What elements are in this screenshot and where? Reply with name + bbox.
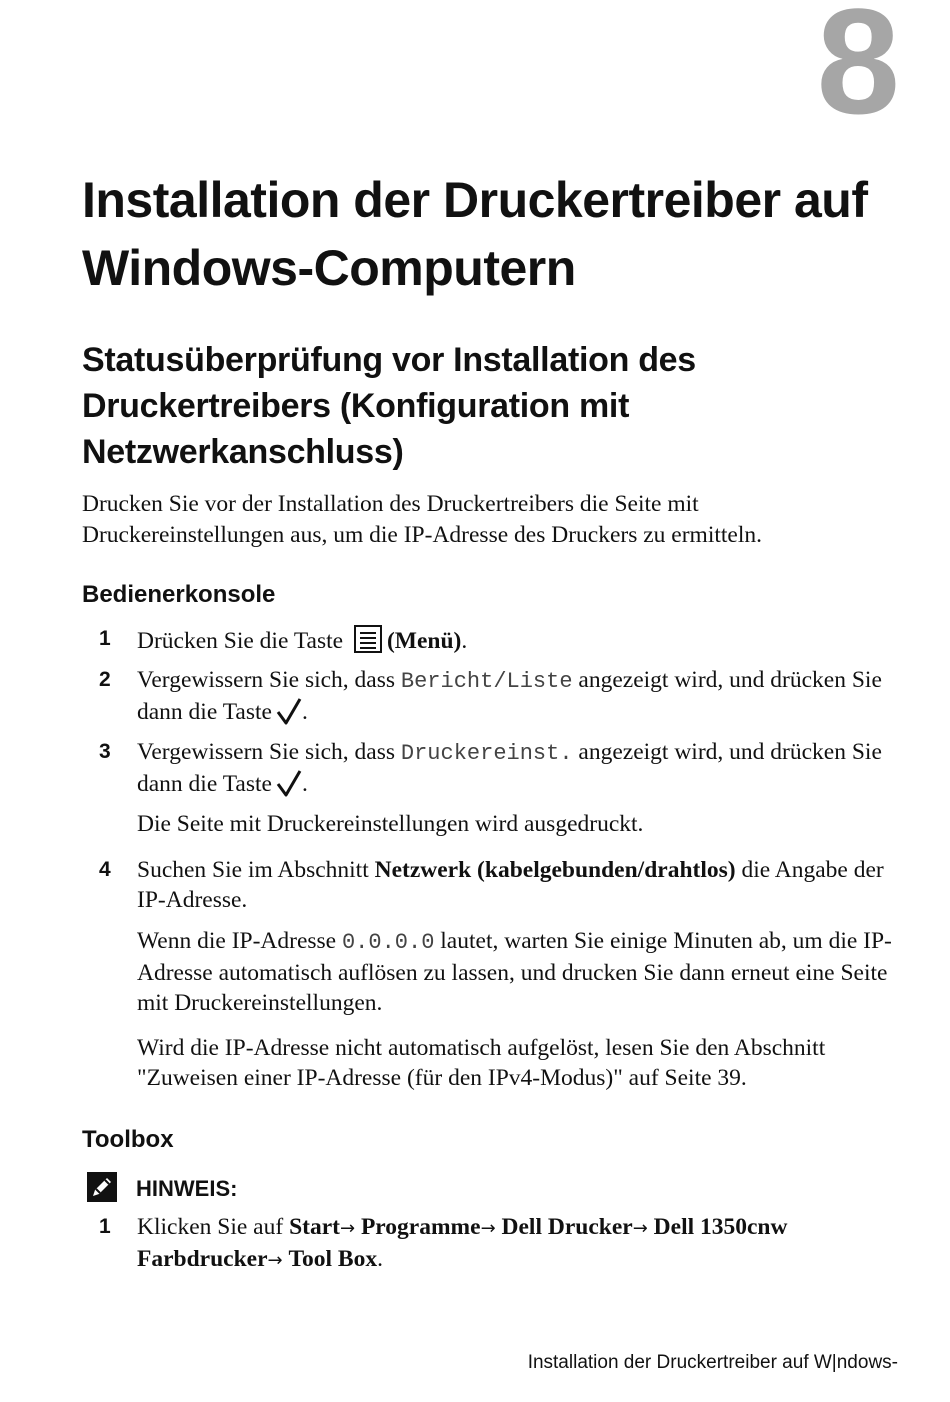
arrow-icon: → xyxy=(267,1250,283,1271)
menu-key-label: (Menü) xyxy=(386,628,462,654)
step-number: 3 xyxy=(99,740,111,763)
checkmark-key-icon xyxy=(276,697,302,733)
menu-path-start: Start xyxy=(289,1214,340,1240)
ip-address-value: 0.0.0.0 xyxy=(341,930,435,955)
note xyxy=(86,1172,237,1206)
network-section-name: Netzwerk (kabelgebunden/drahtlos) xyxy=(374,857,736,883)
step-text: Vergewissern Sie sich, dass Bericht/Liste angezeigt wird, und drücken Sie dann die Taste . xyxy=(137,665,902,733)
display-text: Bericht/Liste xyxy=(400,669,573,694)
step-number: 2 xyxy=(99,668,111,691)
running-footer: Installation der Druckertreiber auf W|ndows- xyxy=(527,1352,898,1373)
menu-path-tool-box: Tool Box xyxy=(288,1246,378,1272)
step-3-result: Die Seite mit Druckereinstellungen wird ausgedruckt. xyxy=(137,811,644,837)
arrow-icon: → xyxy=(339,1218,356,1239)
note-pencil-icon xyxy=(86,1171,118,1208)
menu-key-icon xyxy=(353,624,383,662)
step-text: Suchen Sie im Abschnitt Netzwerk (kabelgebunden/drahtlos) die Angabe der IP-Adresse. xyxy=(137,857,884,913)
note-label: HINWEIS: xyxy=(136,1176,238,1201)
toolbox-heading: Toolbox xyxy=(82,1126,174,1153)
step-number: 1 xyxy=(99,1215,111,1238)
section-intro: Drucken Sie vor der Installation des Druckertreibers die Seite mit Druckereinstellungen aus, um die IP-Adresse des Druckers zu ermitteln. xyxy=(82,491,762,548)
arrow-icon: → xyxy=(480,1218,496,1239)
menu-path-dell-printers: Dell Drucker xyxy=(501,1214,633,1240)
section-title: Statusüberprüfung vor Installation des Druckertreibers (Konfiguration mit Netzwerkanschluss) xyxy=(82,341,696,471)
step-text: Vergewissern Sie sich, dass Druckereinst. angezeigt wird, und drücken Sie dann die Taste . xyxy=(137,737,902,805)
arrow-icon: → xyxy=(632,1218,648,1239)
step-text: Klicken Sie auf Start→ Programme→ Dell Drucker→ Dell 1350cnw Farbdrucker→ Tool Box. xyxy=(137,1214,788,1272)
chapter-title: Installation der Druckertreiber auf Windows-Computern xyxy=(82,172,868,296)
chapter-number: 8 xyxy=(816,0,898,145)
menu-path-printer-model: Dell 1350cnw Farbdrucker xyxy=(137,1214,788,1272)
checkmark-key-icon xyxy=(276,769,302,805)
ip-wait-paragraph: Wenn die IP-Adresse 0.0.0.0 lautet, warten Sie einige Minuten ab, um die IP-Adresse automatisch auflösen zu lassen, und drucken Sie dann erneut eine Seite mit Druckereinstellungen. xyxy=(137,928,892,1016)
display-text: Druckereinst. xyxy=(400,741,573,766)
step-number: 4 xyxy=(99,858,111,881)
menu-path-programs: Programme xyxy=(360,1214,481,1240)
operator-panel-heading: Bedienerkonsole xyxy=(82,581,276,608)
step-text: Drücken Sie die Taste (Menü). xyxy=(137,624,902,662)
ip-fallback-paragraph: Wird die IP-Adresse nicht automatisch aufgelöst, lesen Sie den Abschnitt "Zuweisen einer IP-Adresse (für den IPv4-Modus)" auf Seite 39. xyxy=(137,1035,826,1091)
step-number: 1 xyxy=(99,627,111,650)
